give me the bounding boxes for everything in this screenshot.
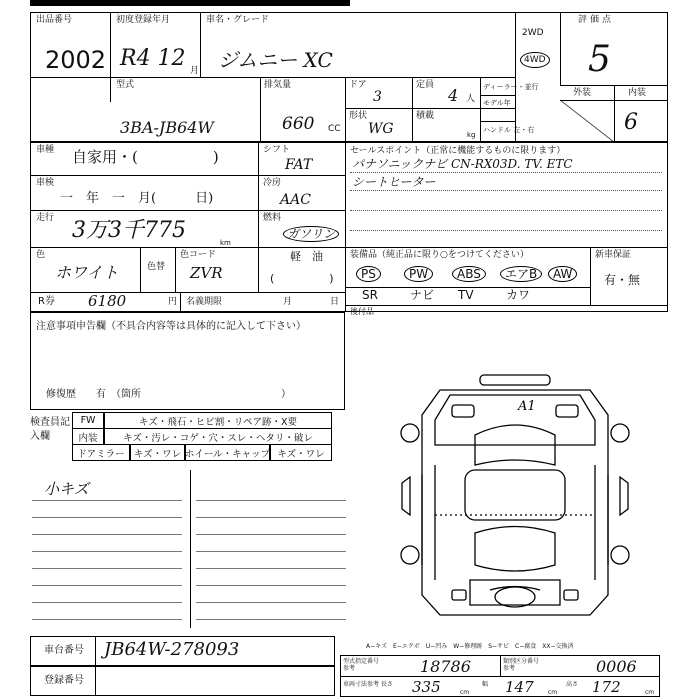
shape-label: 形状 <box>349 111 368 121</box>
width-unit: cm <box>548 689 558 696</box>
inspection-label: 車検 <box>36 178 55 188</box>
dealer-label: ディーラー・並行 <box>483 83 539 91</box>
lot-label: 出品番号 <box>36 15 73 25</box>
inspection-cell: ホイール・キャップ <box>185 444 270 461</box>
inspection-cell: ドアミラー <box>72 444 130 461</box>
car-type-label: 車種 <box>36 145 55 155</box>
equipment-item: PW <box>404 266 433 282</box>
door-label: ドア <box>349 80 367 90</box>
type-value: 3BA-JB64W <box>120 118 214 137</box>
inspection-cell: キズ・ワレ <box>270 444 332 461</box>
load-label: 積載 <box>416 111 435 121</box>
door-value: 3 <box>373 89 382 105</box>
exterior-label: 外装 <box>573 88 592 98</box>
model-value: ジムニー XC <box>218 48 333 72</box>
capacity-label: 定員 <box>416 80 435 90</box>
score-value: 5 <box>588 39 611 80</box>
kg-unit: kg <box>467 131 476 139</box>
fuel-value: ガソリン <box>283 226 339 242</box>
sales-points-line1: パナソニックナビ CN-RX03D. TV. ETC <box>352 157 573 171</box>
title-strip <box>30 0 350 6</box>
aftermarket-label: 後付品 <box>350 307 374 316</box>
height-value: 172 <box>592 678 621 696</box>
diesel-value: 軽 油 <box>290 250 323 263</box>
cc-unit: CC <box>328 124 341 134</box>
score-label: 評価点 <box>578 15 615 25</box>
reg-expiry-label: 名義期限 <box>186 297 223 307</box>
equipment-item: エアB <box>500 266 542 282</box>
length-unit: cm <box>460 689 470 696</box>
sales-points-line2: シートヒーター <box>352 175 436 189</box>
new-warranty-label: 新車保証 <box>595 250 632 260</box>
expiry-day: 日 <box>330 297 340 307</box>
month-unit: 月 <box>190 66 200 76</box>
diagram-mark: A1 <box>518 399 536 414</box>
chassis-label: 車台番号 <box>44 645 84 656</box>
color-code-value: ZVR <box>190 264 223 282</box>
equipment-item: TV <box>458 288 474 302</box>
handle-label: ハンドル 左・右 <box>483 126 535 134</box>
inspection-cell: キズ・汚レ・コゲ・穴・スレ・ヘタリ・破レ <box>104 428 332 445</box>
height-label: 高さ <box>566 681 579 688</box>
score-slash <box>560 100 614 142</box>
length-label: 車両寸法参考 長さ <box>343 681 393 688</box>
equipment-item: カワ <box>506 288 531 302</box>
color-label: 色 <box>36 250 46 260</box>
displacement-label: 排気量 <box>264 80 292 90</box>
mileage-value: 3万3千775 <box>72 218 186 243</box>
lot-number: 2002 <box>45 46 107 74</box>
inspection-cell: キズ・飛石・ヒビ割・リペア跡・X要 <box>104 412 332 429</box>
ac-value: AAC <box>280 192 311 208</box>
equipment-label: 装備品（純正品に限り○をつけてください） <box>350 250 529 260</box>
model-year-label: モデル年 <box>483 99 511 107</box>
color-code-label: 色コード <box>180 250 217 260</box>
cert-number-value: 18786 <box>420 657 471 676</box>
equipment-item: PS <box>356 266 381 282</box>
shift-value: FAT <box>285 157 313 173</box>
inspection-cell: 内装 <box>72 428 104 445</box>
diesel-parens: ( ) <box>270 272 334 285</box>
inspection-cell: FW <box>72 412 104 429</box>
color-value: ホワイト <box>55 263 119 282</box>
fuel-label: 燃料 <box>263 213 282 223</box>
car-type-value: 自家用・( ) <box>72 148 219 166</box>
inspection-note: 小キズ <box>44 480 89 498</box>
mileage-label: 走行 <box>36 213 55 223</box>
recycle-label: R券 <box>38 296 55 307</box>
displacement-value: 660 <box>282 114 315 134</box>
drive-4wd: 4WD <box>520 52 550 68</box>
class-number-label: 類別区分番号 参考 <box>503 658 540 672</box>
type-label: 型式 <box>116 80 135 90</box>
class-number-value: 0006 <box>596 657 637 676</box>
yen-unit: 円 <box>168 297 178 307</box>
equipment-item: AW <box>548 266 577 282</box>
shape-value: WG <box>368 121 394 137</box>
interior-value: 6 <box>624 110 638 135</box>
car-diagram <box>380 365 650 625</box>
chassis-value: JB64W-278093 <box>104 639 240 660</box>
first-reg-value: R4 12 <box>120 46 186 71</box>
height-unit: cm <box>645 689 655 696</box>
reg-number-label: 登録番号 <box>44 675 84 686</box>
equipment-item: SR <box>362 288 378 302</box>
declaration-label: 注意事項申告欄（不具合内容等は具体的に記入して下さい） <box>36 321 306 332</box>
capacity-unit: 人 <box>466 94 476 104</box>
warranty-options: 有・無 <box>604 273 641 287</box>
width-value: 147 <box>505 678 534 696</box>
cert-number-label: 型式指定番号 参考 <box>343 658 380 672</box>
first-reg-label: 初度登録年月 <box>116 15 171 25</box>
model-label: 車名・グレード <box>206 15 270 25</box>
inspection-side-label: 検査員記入欄 <box>30 417 70 442</box>
km-unit: km <box>220 239 231 247</box>
recycle-value: 6180 <box>88 292 127 310</box>
shift-label: シフト <box>263 145 291 155</box>
length-value: 335 <box>412 678 441 696</box>
damage-legend: A−キズ E−エクボ U−凹み W−修理跡 S−サビ C−腐食 XX−交換済 <box>366 643 574 650</box>
repair-label: 修復歴 有 （箇所 ） <box>46 389 291 400</box>
inspection-cell: キズ・ワレ <box>130 444 185 461</box>
inspection-value: 一 年 一 月( 日) <box>60 191 214 206</box>
sales-points-label: セールスポイント（正常に機能するものに限ります） <box>350 146 566 156</box>
color-change-label: 色替 <box>147 262 166 272</box>
expiry-month: 月 <box>283 297 293 307</box>
width-label: 幅 <box>482 681 489 688</box>
capacity-value: 4 <box>448 86 459 105</box>
equipment-item: ナビ <box>410 288 435 302</box>
drive-2wd: 2WD <box>522 28 544 38</box>
interior-label: 内装 <box>628 88 647 98</box>
equipment-item: ABS <box>452 266 486 282</box>
ac-label: 冷房 <box>263 178 282 188</box>
